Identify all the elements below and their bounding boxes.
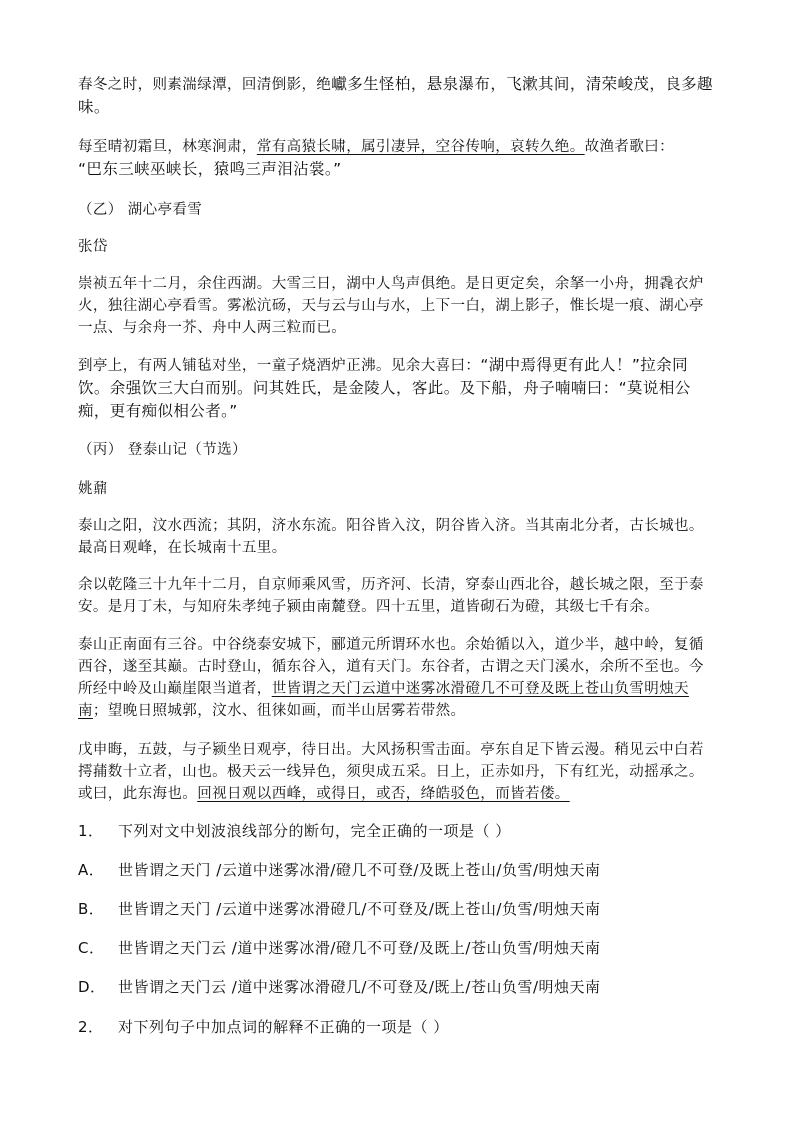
bing-p3-part2: ；望晚日照城郭，汶水、徂徕如画，而半山居雾若带然。 (92, 703, 466, 719)
question-2 (78, 1016, 449, 1038)
jia-paragraph-1 (78, 73, 718, 119)
question-1-text: 下列对文中划波浪线部分的断句，完全正确的一项是（ ） (118, 822, 511, 840)
jia-p2-verse: “巴东三峡巫峡长，猿鸣三声泪沾裳。” (78, 160, 342, 178)
jia-p2-part2: 故渔者歌曰： (584, 139, 675, 155)
jia-p1-part1: 春冬之时，则素湍绿潭，回清倒影，绝 (78, 77, 332, 93)
option-c-text: 世皆谓之天门云 /道中迷雾冰滑/磴几不可登/及既上/苍山负雪/明烛天南 (118, 939, 601, 957)
option-b-label: B． (78, 900, 105, 918)
option-d-text: 世皆谓之天门云 /道中迷雾冰滑磴几/不可登及/既上/苍山负雪/明烛天南 (118, 978, 601, 996)
yi-p2-part2: “湖中焉得更有此人！”拉余同饮。余强饮三大白而别。问其姓氏，是金陵人，客此。及下船，舟子喃喃曰：“莫说相公痴，更有痴似相公者。” (78, 356, 691, 420)
question-2-text: 对下列句子中加点词的解释不正确的一项是（ ） (118, 1018, 449, 1036)
question-1-number: 1． (78, 822, 104, 840)
question-2-number: 2． (78, 1018, 104, 1036)
question-1 (78, 820, 511, 842)
option-c[interactable] (78, 937, 601, 959)
option-d[interactable] (78, 976, 601, 998)
bing-p4-part1: 戊申晦，五鼓，与子颍坐日观亭，待日出。大风扬积雪击面。亭东自足下皆云漫。稍见云中白若摴蒱数十立者，山也。极天云一线异色，须臾成五采。日上，正赤如丹，下有红光，动摇承之。或曰，此东海也。 (78, 742, 704, 802)
bing-paragraph-4 (78, 739, 718, 805)
jia-paragraph-2 (78, 136, 718, 181)
jia-p2-underlined: 常有高猿长啸，属引凄异，空谷传响，哀转久绝。 (256, 139, 585, 155)
bing-p3-part1: 泰山正南面有三谷。中谷绕泰安城下，郦道元所谓环水也。余始循以入，道少半，越中岭，复循西谷，遂至其巅。古时登山，循东谷入，道有天门。东谷者，古谓之天门溪水，余所不至也。今所经中岭及山巅崖限当道者， (78, 637, 704, 697)
option-a-text: 世皆谓之天门 /云道中迷雾冰滑/磴几不可登/及既上苍山/负雪/明烛天南 (118, 861, 601, 879)
yi-title: （乙） 湖心亭看雪 (78, 202, 203, 218)
bing-p4-underlined: 回视日观以西峰，或得日，或否，绛皓驳色，而皆若偻。 (197, 786, 570, 802)
option-a-label: A． (78, 861, 105, 879)
bing-paragraph-3 (78, 634, 718, 722)
option-d-label: D． (78, 978, 106, 996)
bing-author: 姚鼐 (78, 481, 108, 497)
bing-title: （丙） 登泰山记（节选） (78, 442, 247, 458)
option-a[interactable] (78, 859, 601, 881)
bing-paragraph-1: 泰山之阳，汶水西流；其阴，济水东流。阳谷皆入汶，阴谷皆入济。当其南北分者，古长城也。最高日观峰，在长城南十五里。 (78, 518, 704, 556)
yi-paragraph-1: 崇祯五年十二月，余住西湖。大雪三日，湖中人鸟声俱绝。是日更定矣，余拏一小舟，拥毳衣炉火，独往湖心亭看雪。雾凇沆砀，天与云与山与水，上下一白，湖上影子，惟长堤一痕、湖心亭一点、与余舟一芥、舟中人两三粒而已。 (78, 276, 704, 336)
bing-paragraph-2: 余以乾隆三十九年十二月，自京师乘风雪，历齐河、长清，穿泰山西北谷，越长城之限，至于泰安。是月丁未，与知府朱孝纯子颍由南麓登。四十五里，道皆砌石为磴，其级七千有余。 (78, 577, 704, 615)
jia-p1-part2: 巘多生怪柏，悬泉瀑布，飞漱其间，清荣峻茂，良多趣味。 (78, 75, 713, 116)
yi-author: 张岱 (78, 239, 108, 255)
option-c-label: C． (78, 939, 105, 957)
yi-p2-part1: 到亭上，有两人铺毡对坐，一童子烧酒炉正沸。见余大喜曰： (78, 358, 481, 374)
bing-p3-wavy-underlined: 世皆谓之天门云道中迷雾冰滑磴几不可登及既上苍山负雪明烛天南 (78, 681, 689, 719)
yi-paragraph-2 (78, 354, 718, 423)
option-b-text: 世皆谓之天门 /云道中迷雾冰滑磴几/不可登及/既上苍山/负雪/明烛天南 (118, 900, 601, 918)
option-b[interactable] (78, 898, 601, 920)
jia-p2-part1: 每至晴初霜旦，林寒涧肃， (78, 139, 257, 155)
